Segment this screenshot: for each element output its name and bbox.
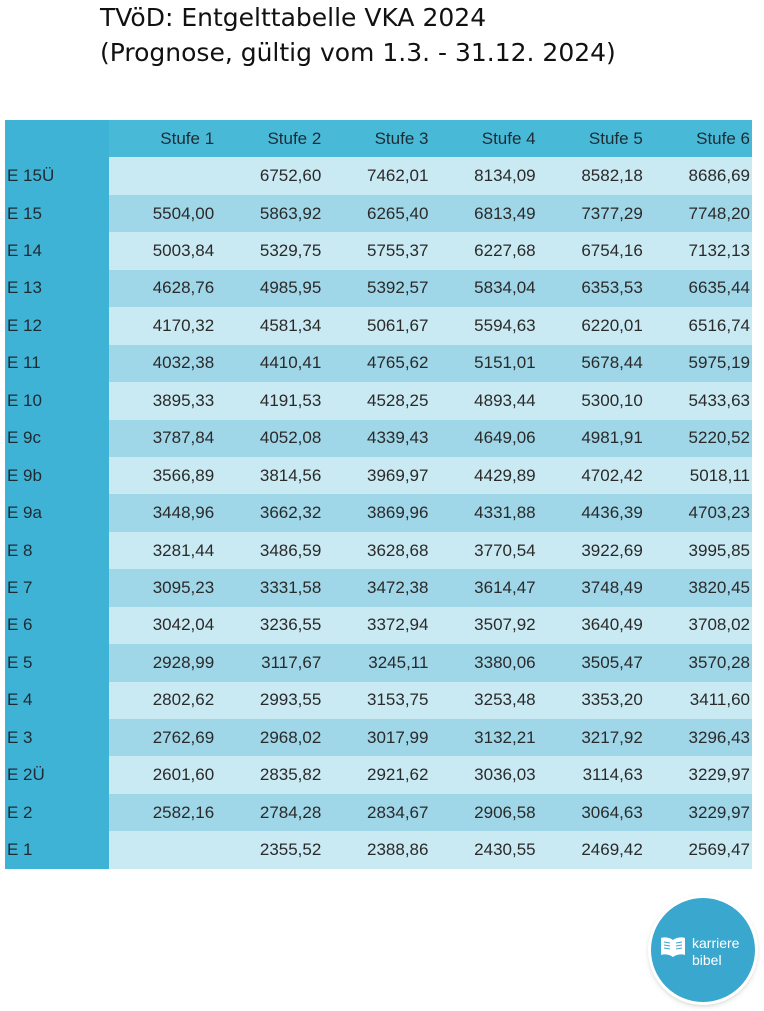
salary-cell: 4649,06 (430, 420, 537, 457)
salary-cell: 8686,69 (645, 157, 752, 194)
salary-cell: 6635,44 (645, 270, 752, 307)
salary-cell: 3017,99 (323, 719, 430, 756)
grade-label: E 10 (5, 382, 109, 419)
salary-cell: 7377,29 (538, 195, 645, 232)
salary-cell: 3566,89 (109, 457, 216, 494)
grade-label: E 9a (5, 494, 109, 531)
salary-cell: 5392,57 (323, 270, 430, 307)
table-row (5, 532, 752, 569)
grade-label: E 1 (5, 831, 109, 868)
salary-cell: 2802,62 (109, 682, 216, 719)
salary-cell: 5061,67 (323, 307, 430, 344)
salary-cell: 3969,97 (323, 457, 430, 494)
salary-cell: 2355,52 (216, 831, 323, 868)
salary-cell: 5220,52 (645, 420, 752, 457)
salary-cell: 2906,58 (430, 794, 537, 831)
table-row (5, 682, 752, 719)
page-title (100, 0, 740, 70)
salary-cell: 3229,97 (645, 794, 752, 831)
salary-cell: 3570,28 (645, 644, 752, 681)
salary-cell: 5594,63 (430, 307, 537, 344)
column-header-stufe-2: Stufe 2 (216, 120, 323, 157)
logo-text-karriere: karriere (692, 935, 740, 951)
salary-cell: 3236,55 (216, 607, 323, 644)
salary-cell: 3281,44 (109, 532, 216, 569)
salary-cell: 7132,13 (645, 232, 752, 269)
salary-cell: 3505,47 (538, 644, 645, 681)
salary-cell: 4528,25 (323, 382, 430, 419)
salary-cell: 7462,01 (323, 157, 430, 194)
table-row (5, 644, 752, 681)
salary-cell: 3770,54 (430, 532, 537, 569)
salary-cell: 2968,02 (216, 719, 323, 756)
salary-cell: 5151,01 (430, 345, 537, 382)
salary-cell: 2834,67 (323, 794, 430, 831)
salary-cell: 4339,43 (323, 420, 430, 457)
grade-label: E 2Ü (5, 756, 109, 793)
salary-cell: 3869,96 (323, 494, 430, 531)
salary-cell: 8134,09 (430, 157, 537, 194)
column-header-stufe-5: Stufe 5 (538, 120, 645, 157)
salary-cell: 3042,04 (109, 607, 216, 644)
salary-cell: 4032,38 (109, 345, 216, 382)
salary-cell: 3229,97 (645, 756, 752, 793)
salary-cell: 3486,59 (216, 532, 323, 569)
salary-table (5, 120, 752, 869)
salary-cell: 3372,94 (323, 607, 430, 644)
grade-label: E 15 (5, 195, 109, 232)
salary-cell: 3814,56 (216, 457, 323, 494)
logo-text-bibel: bibel (692, 952, 722, 968)
salary-cell: 3748,49 (538, 569, 645, 606)
salary-cell: 6227,68 (430, 232, 537, 269)
salary-cell: 3895,33 (109, 382, 216, 419)
salary-cell: 4410,41 (216, 345, 323, 382)
salary-cell: 5863,92 (216, 195, 323, 232)
salary-cell: 3995,85 (645, 532, 752, 569)
salary-cell: 5433,63 (645, 382, 752, 419)
salary-cell: 3114,63 (538, 756, 645, 793)
salary-cell: 2784,28 (216, 794, 323, 831)
salary-cell: 4170,32 (109, 307, 216, 344)
grade-label: E 8 (5, 532, 109, 569)
title-line-1: TVöD: Entgelttabelle VKA 2024 (100, 3, 487, 32)
grade-label: E 12 (5, 307, 109, 344)
table-row (5, 232, 752, 269)
salary-cell: 2388,86 (323, 831, 430, 868)
salary-cell: 2469,42 (538, 831, 645, 868)
salary-cell: 3331,58 (216, 569, 323, 606)
salary-cell: 3245,11 (323, 644, 430, 681)
salary-cell: 5018,11 (645, 457, 752, 494)
salary-cell: 3095,23 (109, 569, 216, 606)
salary-cell: 3640,49 (538, 607, 645, 644)
grade-label: E 9c (5, 420, 109, 457)
table-row (5, 345, 752, 382)
salary-cell: 3787,84 (109, 420, 216, 457)
table-body (5, 157, 752, 868)
salary-cell: 4985,95 (216, 270, 323, 307)
table-row (5, 756, 752, 793)
grade-label: E 11 (5, 345, 109, 382)
grade-label: E 15Ü (5, 157, 109, 194)
salary-cell: 3708,02 (645, 607, 752, 644)
salary-cell: 6516,74 (645, 307, 752, 344)
karrierebibel-logo[interactable] (651, 898, 755, 1002)
salary-cell: 3132,21 (430, 719, 537, 756)
column-header-stufe-3: Stufe 3 (323, 120, 430, 157)
salary-cell: 3064,63 (538, 794, 645, 831)
salary-cell: 3472,38 (323, 569, 430, 606)
salary-cell: 4981,91 (538, 420, 645, 457)
salary-cell: 2762,69 (109, 719, 216, 756)
open-book-icon (660, 935, 686, 959)
salary-cell: 2569,47 (645, 831, 752, 868)
salary-cell: 3036,03 (430, 756, 537, 793)
salary-cell: 4436,39 (538, 494, 645, 531)
salary-cell: 5300,10 (538, 382, 645, 419)
title-line-2: (Prognose, gültig vom 1.3. - 31.12. 2024) (100, 38, 616, 67)
salary-cell: 4052,08 (216, 420, 323, 457)
salary-cell: 3217,92 (538, 719, 645, 756)
salary-cell: 6220,01 (538, 307, 645, 344)
salary-cell: 3380,06 (430, 644, 537, 681)
salary-cell: 2928,99 (109, 644, 216, 681)
grade-label: E 7 (5, 569, 109, 606)
grade-label: E 2 (5, 794, 109, 831)
salary-cell: 2835,82 (216, 756, 323, 793)
salary-cell: 4429,89 (430, 457, 537, 494)
table-row (5, 831, 752, 868)
salary-cell: 5504,00 (109, 195, 216, 232)
salary-cell: 3662,32 (216, 494, 323, 531)
salary-cell: 6813,49 (430, 195, 537, 232)
salary-cell: 3153,75 (323, 682, 430, 719)
salary-cell: 6353,53 (538, 270, 645, 307)
salary-cell: 3448,96 (109, 494, 216, 531)
salary-cell: 3411,60 (645, 682, 752, 719)
salary-cell: 2582,16 (109, 794, 216, 831)
salary-cell: 6754,16 (538, 232, 645, 269)
salary-cell: 5329,75 (216, 232, 323, 269)
salary-cell: 7748,20 (645, 195, 752, 232)
table-row (5, 307, 752, 344)
column-header-stufe-1: Stufe 1 (109, 120, 216, 157)
salary-cell: 4331,88 (430, 494, 537, 531)
column-header-stufe-4: Stufe 4 (430, 120, 537, 157)
grade-label: E 6 (5, 607, 109, 644)
salary-cell: 3922,69 (538, 532, 645, 569)
table-header (5, 120, 752, 157)
salary-cell: 4765,62 (323, 345, 430, 382)
table-row (5, 607, 752, 644)
column-header-stufe-6: Stufe 6 (645, 120, 752, 157)
salary-cell: 8582,18 (538, 157, 645, 194)
salary-cell: 5678,44 (538, 345, 645, 382)
salary-cell: 3507,92 (430, 607, 537, 644)
salary-cell (109, 831, 216, 868)
table-row (5, 195, 752, 232)
salary-cell: 4702,42 (538, 457, 645, 494)
salary-cell: 3820,45 (645, 569, 752, 606)
salary-cell: 3628,68 (323, 532, 430, 569)
grade-label: E 14 (5, 232, 109, 269)
table-row (5, 794, 752, 831)
table-row (5, 270, 752, 307)
salary-cell: 3253,48 (430, 682, 537, 719)
salary-cell: 4893,44 (430, 382, 537, 419)
salary-cell: 6265,40 (323, 195, 430, 232)
grade-label: E 5 (5, 644, 109, 681)
salary-cell: 3117,67 (216, 644, 323, 681)
salary-cell: 2430,55 (430, 831, 537, 868)
table-row (5, 382, 752, 419)
salary-cell: 5755,37 (323, 232, 430, 269)
salary-cell: 3296,43 (645, 719, 752, 756)
table-row (5, 569, 752, 606)
salary-cell: 4628,76 (109, 270, 216, 307)
table-row (5, 157, 752, 194)
salary-cell: 2993,55 (216, 682, 323, 719)
table-row (5, 494, 752, 531)
grade-label: E 9b (5, 457, 109, 494)
salary-cell: 5003,84 (109, 232, 216, 269)
salary-cell: 3353,20 (538, 682, 645, 719)
table-row (5, 457, 752, 494)
salary-cell: 4581,34 (216, 307, 323, 344)
salary-cell: 5834,04 (430, 270, 537, 307)
salary-cell: 6752,60 (216, 157, 323, 194)
salary-cell: 5975,19 (645, 345, 752, 382)
header-corner (5, 120, 109, 157)
salary-cell: 2601,60 (109, 756, 216, 793)
salary-cell: 4703,23 (645, 494, 752, 531)
grade-label: E 4 (5, 682, 109, 719)
header-row (5, 120, 752, 157)
grade-label: E 3 (5, 719, 109, 756)
salary-cell: 2921,62 (323, 756, 430, 793)
grade-label: E 13 (5, 270, 109, 307)
salary-cell: 4191,53 (216, 382, 323, 419)
table-row (5, 420, 752, 457)
salary-cell (109, 157, 216, 194)
salary-cell: 3614,47 (430, 569, 537, 606)
table-row (5, 719, 752, 756)
